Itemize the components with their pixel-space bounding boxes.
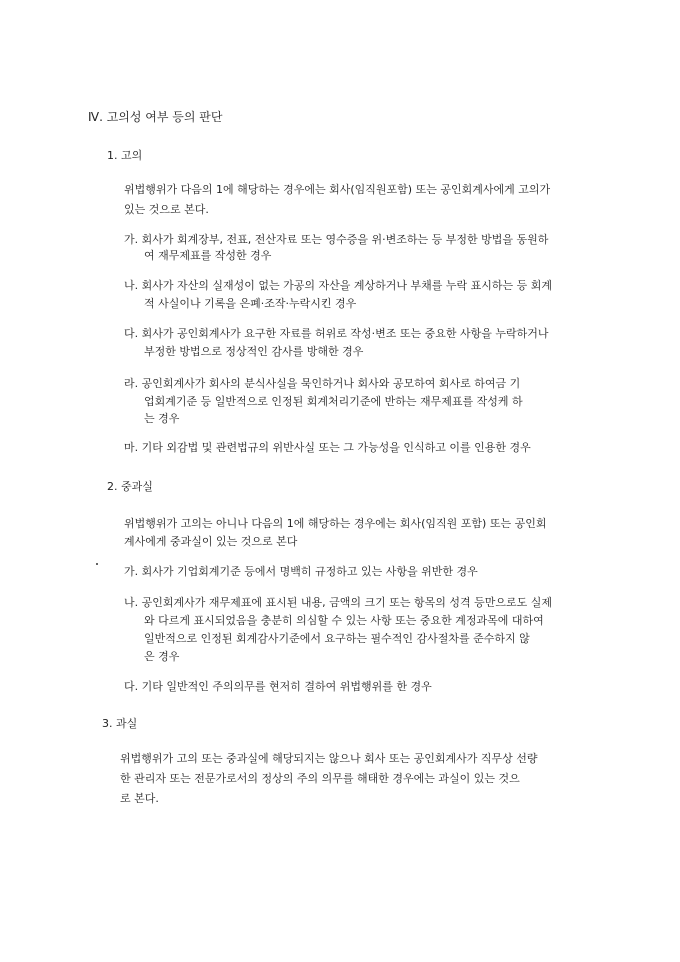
intent-item-ra-line-1: 라. 공인회계사가 회사의 분식사실을 묵인하거나 회사와 공모하여 회사로 하여금 기 <box>124 377 521 390</box>
negligence-intro-line-1: 위법행위가 고의 또는 중과실에 해당되지는 않으나 회사 또는 공인회계사가 직무상 선량 <box>120 752 538 765</box>
section-heading: Ⅳ. 고의성 여부 등의 판단 <box>88 110 223 124</box>
intent-item-ra-line-2: 업회계기준 등 일반적으로 인정된 회계처리기준에 반하는 재무제표를 작성케 하 <box>144 395 523 408</box>
gross-intro-line-1: 위법행위가 고의는 아니나 다음의 1에 해당하는 경우에는 회사(임직원 포함) 또는 공인회 <box>124 517 547 530</box>
gross-intro-line-2: 계사에게 중과실이 있는 것으로 본다 <box>124 535 298 548</box>
gross-item-na-line-4: 은 경우 <box>144 650 180 663</box>
intent-item-da-line-2: 부정한 방법으로 정상적인 감사를 방해한 경우 <box>144 345 364 358</box>
subsection-title-gross-negligence: 2. 중과실 <box>107 480 153 493</box>
gross-item-da-line-1: 다. 기타 일반적인 주의의무를 현저히 결하여 위법행위를 한 경우 <box>124 680 432 693</box>
negligence-intro-line-3: 로 본다. <box>120 792 159 805</box>
subsection-title-negligence: 3. 과실 <box>102 717 138 730</box>
intent-item-ga-line-2: 여 재무제표를 작성한 경우 <box>144 249 272 262</box>
gross-item-na-line-1: 나. 공인회계사가 재무제표에 표시된 내용, 금액의 크기 또는 항목의 성격 등만으로도 실제 <box>124 596 552 609</box>
intent-intro-line-2: 있는 것으로 본다. <box>124 203 209 216</box>
subsection-title-intent: 1. 고의 <box>107 149 143 162</box>
stray-mark <box>96 563 98 565</box>
intent-item-na-line-2: 적 사실이나 기록을 은폐·조작·누락시킨 경우 <box>144 297 357 310</box>
gross-item-ga-line-1: 가. 회사가 기업회계기준 등에서 명백히 규정하고 있는 사항을 위반한 경우 <box>124 565 478 578</box>
negligence-intro-line-2: 한 관리자 또는 전문가로서의 정상의 주의 의무를 해태한 경우에는 과실이 있는 것으 <box>120 772 520 785</box>
intent-item-da-line-1: 다. 회사가 공인회계사가 요구한 자료를 허위로 작성·변조 또는 중요한 사항을 누락하거나 <box>124 327 549 340</box>
intent-item-ga-line-1: 가. 회사가 회계장부, 전표, 전산자료 또는 영수증을 위·변조하는 등 부정한 방법을 동원하 <box>124 233 549 246</box>
gross-item-na-line-3: 일반적으로 인정된 회계감사기준에서 요구하는 필수적인 감사절차를 준수하지 않 <box>144 632 530 645</box>
intent-item-ma-line-1: 마. 기타 외감법 및 관련법규의 위반사실 또는 그 가능성을 인식하고 이를 인용한 경우 <box>124 441 531 454</box>
intent-item-ra-line-3: 는 경우 <box>144 412 180 425</box>
gross-item-na-line-2: 와 다르게 표시되었음을 충분히 의심할 수 있는 사항 또는 중요한 계정과목에 대하여 <box>144 614 544 627</box>
intent-intro-line-1: 위법행위가 다음의 1에 해당하는 경우에는 회사(임직원포함) 또는 공인회계사에게 고의가 <box>124 183 551 196</box>
intent-item-na-line-1: 나. 회사가 자산의 실재성이 없는 가공의 자산을 계상하거나 부채를 누락 표시하는 등 회계 <box>124 279 552 292</box>
